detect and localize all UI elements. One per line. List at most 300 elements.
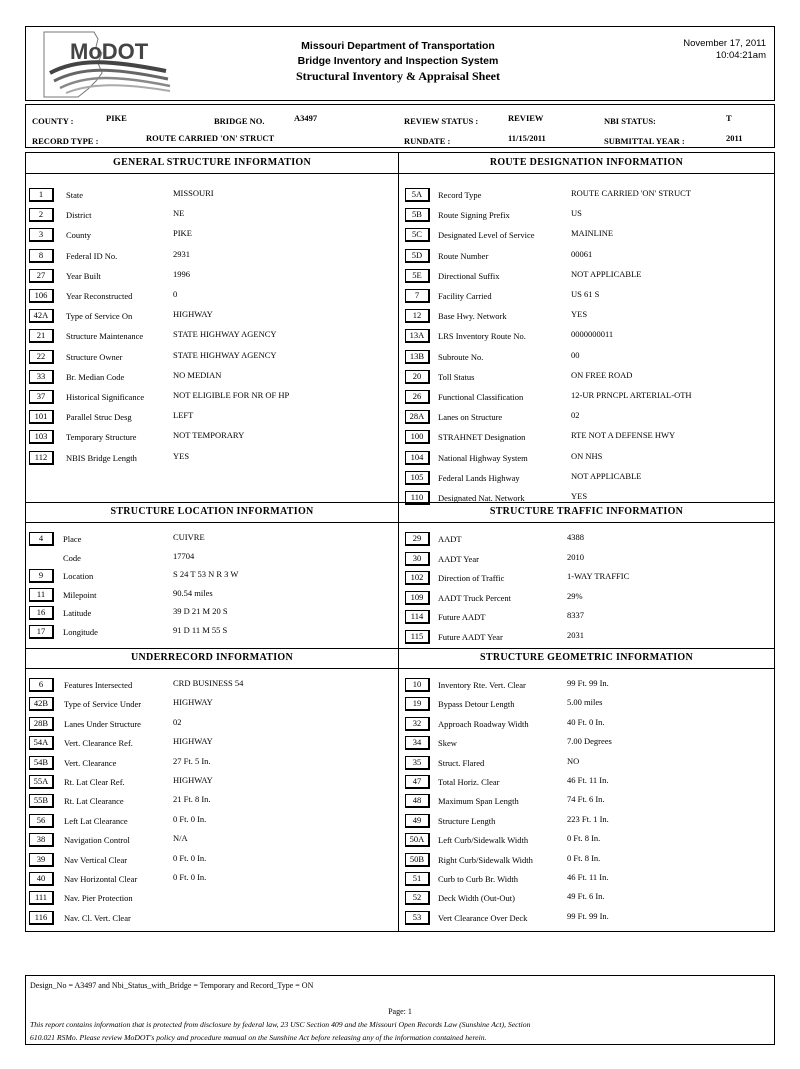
field-row-104 (405, 451, 765, 467)
field-value: 1-WAY TRAFFIC (567, 571, 630, 582)
item-number: 35 (405, 756, 430, 770)
field-row-13a (405, 329, 765, 345)
field-label: Place (63, 534, 82, 544)
field-label: Right Curb/Sidewalk Width (438, 854, 533, 865)
field-label: AADT Truck Percent (438, 592, 512, 603)
field-label: Structure Owner (66, 351, 123, 362)
item-number: 48 (405, 794, 430, 808)
field-label: Toll Status (438, 371, 475, 382)
field-row-2 (29, 208, 389, 224)
field-value: 223 Ft. 1 In. (567, 813, 609, 824)
item-number: 42A (29, 309, 54, 323)
field-value: 90.54 miles (173, 587, 213, 598)
item-number: 50A (405, 833, 430, 847)
item-number: 106 (29, 289, 54, 303)
field-row-4 (29, 532, 389, 548)
field-value: HIGHWAY (173, 309, 213, 320)
item-number: 17 (29, 625, 54, 639)
field-label: Vert. Clearance Ref. (64, 738, 133, 749)
item-number: 42B (29, 697, 54, 711)
field-row-28b (29, 717, 389, 733)
bridge-no-value: A3497 (294, 113, 318, 123)
field-row-11 (29, 588, 389, 604)
item-number: 55A (29, 775, 54, 789)
record-type-value: ROUTE CARRIED 'ON' STRUCT (146, 133, 275, 143)
field-label: Structure Maintenance (66, 331, 144, 342)
modot-logo (36, 29, 176, 99)
report-time: 10:04:21am (715, 50, 766, 61)
field-value: 17704 (173, 550, 195, 561)
field-label: Skew (438, 738, 457, 749)
item-number: 102 (405, 571, 430, 585)
item-number: 47 (405, 775, 430, 789)
field-label: Lanes Under Structure (64, 718, 141, 729)
item-number: 114 (405, 610, 430, 624)
item-number: 104 (405, 451, 430, 465)
field-value: 21 Ft. 8 In. (173, 794, 211, 805)
divider (26, 173, 774, 174)
field-value: HIGHWAY (173, 736, 213, 747)
field-value: 0 Ft. 0 In. (173, 852, 207, 863)
item-number: 10 (405, 678, 430, 692)
record-type-label: RECORD TYPE : (32, 136, 99, 146)
field-label: Federal Lands Highway (438, 472, 520, 483)
field-row-55b (29, 794, 389, 810)
field-value: 49 Ft. 6 In. (567, 891, 605, 902)
disclaimer-line-1: This report contains information that is protected from disclosure by federal law, 23 USC Section 409 and the Missouri Open Records Law (Sunshine Act), Section (30, 1020, 531, 1029)
field-row-34 (405, 736, 765, 752)
field-label: Vert. Clearance (64, 757, 117, 768)
item-number: 6 (29, 678, 54, 692)
field-label: Temporary Structure (66, 432, 137, 443)
field-value: 0 (173, 289, 178, 299)
item-number: 50B (405, 853, 430, 867)
nbi-status-label: NBI STATUS: (604, 116, 656, 126)
field-value: US (571, 208, 582, 219)
field-row-32 (405, 717, 765, 733)
item-number: 12 (405, 309, 430, 323)
item-number: 53 (405, 911, 430, 925)
field-label: Inventory Rte. Vert. Clear (438, 680, 526, 690)
nbi-status-value: T (726, 113, 732, 123)
field-value: CRD BUSINESS 54 (173, 678, 244, 688)
field-row-106 (29, 289, 389, 305)
field-row-3 (29, 228, 389, 244)
item-number: 22 (29, 350, 54, 364)
field-value: MAINLINE (571, 228, 614, 239)
field-label: Struct. Flared (438, 757, 485, 768)
item-number: 33 (29, 370, 54, 384)
field-value: 39 D 21 M 20 S (173, 606, 228, 617)
item-number: 103 (29, 430, 54, 444)
field-row-39 (29, 853, 389, 869)
item-number: 16 (29, 606, 54, 620)
field-value: 5.00 miles (567, 697, 603, 708)
item-number: 56 (29, 814, 54, 828)
field-row-49 (405, 814, 765, 830)
field-value: 02 (571, 410, 580, 421)
field-label: Curb to Curb Br. Width (438, 874, 519, 884)
field-value: 2031 (567, 630, 584, 640)
item-number: 8 (29, 249, 54, 263)
item-number: 5B (405, 208, 430, 222)
field-label: Nav. Pier Protection (64, 893, 133, 904)
field-label: Location (63, 571, 94, 582)
item-number: 20 (405, 370, 430, 384)
field-label: AADT Year (438, 553, 479, 564)
item-number: 38 (29, 833, 54, 847)
structure-info-grid (25, 152, 775, 932)
field-label: Rt. Lat Clearance (64, 796, 124, 807)
field-value: 29% (567, 590, 583, 601)
field-row-54b (29, 756, 389, 772)
field-value: N/A (173, 833, 188, 844)
field-value: YES (571, 491, 588, 501)
field-label: Left Curb/Sidewalk Width (438, 835, 529, 846)
field-row-30 (405, 552, 765, 568)
field-value: ON NHS (571, 450, 603, 461)
item-number: 105 (405, 471, 430, 485)
field-value: 2931 (173, 248, 190, 259)
review-status-label: REVIEW STATUS : (404, 116, 479, 126)
item-number: 34 (405, 736, 430, 750)
field-label: Record Type (438, 190, 482, 200)
item-number: 111 (29, 891, 54, 905)
field-row-8 (29, 249, 389, 265)
field-row-code (29, 551, 389, 567)
field-value: PIKE (173, 228, 192, 239)
field-row-110 (405, 491, 765, 507)
field-label: Direction of Traffic (438, 573, 505, 584)
field-label: STRAHNET Designation (438, 432, 526, 443)
bridge-no-label: BRIDGE NO. (214, 116, 265, 126)
field-value: 8337 (567, 610, 584, 621)
item-number: 39 (29, 853, 54, 867)
field-row-55a (29, 775, 389, 791)
field-value: NOT TEMPORARY (173, 430, 245, 441)
field-value: S 24 T 53 N R 3 W (173, 569, 239, 580)
review-status-value: REVIEW (508, 113, 544, 123)
field-row-54a (29, 736, 389, 752)
field-label: NBIS Bridge Length (66, 452, 137, 463)
field-label: State (66, 190, 83, 200)
item-number: 11 (29, 588, 54, 602)
field-row-56 (29, 814, 389, 830)
field-row-112 (29, 451, 389, 467)
field-label: Nav. Cl. Vert. Clear (64, 912, 131, 923)
item-number: 110 (405, 491, 430, 505)
field-label: Lanes on Structure (438, 412, 503, 423)
item-number: 27 (29, 269, 54, 283)
field-value: NO MEDIAN (173, 369, 222, 380)
field-value: US 61 S (571, 289, 600, 299)
field-label: Deck Width (Out-Out) (438, 893, 515, 904)
field-row-12 (405, 309, 765, 325)
item-number: 28B (29, 717, 54, 731)
field-value: 0 Ft. 0 In. (173, 872, 207, 882)
submittal-year-label: SUBMITTAL YEAR : (604, 136, 685, 146)
item-number: 1 (29, 188, 54, 202)
field-value: NO (567, 755, 580, 766)
report-date: November 17, 2011 (683, 38, 766, 49)
field-value: 0 Ft. 8 In. (567, 852, 601, 863)
field-label: Functional Classification (438, 392, 524, 402)
field-label: Type of Service On (66, 311, 133, 322)
rundate-label: RUNDATE : (404, 136, 451, 146)
field-value: 02 (173, 716, 182, 727)
field-value: YES (571, 309, 588, 320)
field-value: NOT APPLICABLE (571, 268, 642, 279)
field-row-109 (405, 591, 765, 607)
field-row-115 (405, 630, 765, 646)
dept-line-1: Missouri Department of Transportation (301, 40, 495, 52)
divider (26, 668, 774, 669)
field-label: National Highway System (438, 452, 528, 463)
field-label: Approach Roadway Width (438, 718, 529, 729)
field-value: 00061 (571, 248, 593, 259)
item-number: 9 (29, 569, 54, 583)
field-row-5b (405, 208, 765, 224)
field-row-35 (405, 756, 765, 772)
item-number: 101 (29, 410, 54, 424)
item-number: 5E (405, 269, 430, 283)
divider (26, 522, 774, 523)
field-row-40 (29, 872, 389, 888)
field-row-52 (405, 891, 765, 907)
report-footer (25, 975, 775, 1045)
column-divider (398, 153, 399, 931)
item-number: 52 (405, 891, 430, 905)
field-value: 12-UR PRNCPL ARTERIAL-OTH (571, 390, 692, 400)
field-row-20 (405, 370, 765, 386)
field-row-16 (29, 606, 389, 622)
field-label: Year Built (66, 270, 101, 281)
structure-traffic-title: STRUCTURE TRAFFIC INFORMATION (489, 506, 684, 517)
item-number: 100 (405, 430, 430, 444)
field-row-13b (405, 350, 765, 366)
field-value: MISSOURI (173, 188, 214, 198)
field-value: NOT ELIGIBLE FOR NR OF HP (173, 390, 290, 400)
field-row-27 (29, 269, 389, 285)
field-label: Maximum Span Length (438, 796, 519, 807)
field-label: Total Horiz. Clear (438, 777, 500, 787)
field-value: 74 Ft. 6 In. (567, 794, 605, 805)
field-row-50b (405, 853, 765, 869)
item-number: 37 (29, 390, 54, 404)
route-designation-title: ROUTE DESIGNATION INFORMATION (489, 157, 684, 168)
field-label: Designated Level of Service (438, 230, 535, 241)
field-label: Facility Carried (438, 291, 492, 301)
field-row-5d (405, 249, 765, 265)
item-number: 109 (405, 591, 430, 605)
item-number: 5A (405, 188, 430, 202)
field-value: 99 Ft. 99 In. (567, 678, 609, 688)
field-label: Latitude (63, 608, 92, 619)
field-label: AADT (438, 534, 462, 544)
field-row-53 (405, 911, 765, 927)
field-row-33 (29, 370, 389, 386)
field-row-42a (29, 309, 389, 325)
field-label: Route Number (438, 250, 489, 261)
structure-geometric-title: STRUCTURE GEOMETRIC INFORMATION (479, 652, 694, 663)
field-row-100 (405, 430, 765, 446)
field-row-116 (29, 911, 389, 927)
item-number: 4 (29, 532, 54, 546)
field-row-10 (405, 678, 765, 694)
field-value: LEFT (173, 410, 194, 421)
field-value: RTE NOT A DEFENSE HWY (571, 430, 676, 441)
field-value: HIGHWAY (173, 775, 213, 785)
field-value: STATE HIGHWAY AGENCY (173, 349, 277, 360)
field-label: Navigation Control (64, 835, 130, 846)
field-row-6 (29, 678, 389, 694)
field-label: Designated Nat. Network (438, 493, 525, 503)
field-row-28a (405, 410, 765, 426)
item-number: 13B (405, 350, 430, 364)
field-row-101 (29, 410, 389, 426)
field-label: County (66, 230, 92, 241)
underrecord-title: UNDERRECORD INFORMATION (131, 652, 293, 663)
item-number: 2 (29, 208, 54, 222)
field-value: 7.00 Degrees (567, 736, 612, 747)
field-value: 00 (571, 349, 580, 360)
item-number: 40 (29, 872, 54, 886)
county-label: COUNTY : (32, 116, 74, 126)
field-row-38 (29, 833, 389, 849)
field-label: Features Intersected (64, 680, 133, 690)
submittal-year-value: 2011 (726, 133, 743, 143)
page-number: Page: 1 (388, 1007, 412, 1016)
field-label: Type of Service Under (64, 699, 142, 710)
field-value: 2010 (567, 551, 584, 562)
item-number: 30 (405, 552, 430, 566)
field-row-1 (29, 188, 389, 204)
field-value: 27 Ft. 5 In. (173, 755, 211, 766)
field-row-7 (405, 289, 765, 305)
field-value: 0 Ft. 8 In. (567, 833, 601, 844)
field-row-48 (405, 794, 765, 810)
county-value: PIKE (106, 113, 127, 123)
item-number: 29 (405, 532, 430, 546)
item-number: 54B (29, 756, 54, 770)
item-number: 115 (405, 630, 430, 644)
rundate-value: 11/15/2011 (508, 133, 546, 143)
field-value: 4388 (567, 532, 584, 542)
query-text: Design_No = A3497 and Nbi_Status_with_Bridge = Temporary and Record_Type = ON (30, 981, 314, 990)
field-label: Milepoint (63, 589, 97, 600)
field-value: 91 D 11 M 55 S (173, 625, 228, 635)
field-label: Directional Suffix (438, 270, 500, 281)
field-label: Longitude (63, 627, 98, 637)
field-label: Rt. Lat Clear Ref. (64, 777, 125, 787)
field-row-22 (29, 350, 389, 366)
field-label: Parallel Struc Desg (66, 412, 132, 423)
item-number: 112 (29, 451, 54, 465)
field-row-19 (405, 697, 765, 713)
field-row-29 (405, 532, 765, 548)
item-number: 28A (405, 410, 430, 424)
field-row-50a (405, 833, 765, 849)
field-label: Structure Length (438, 815, 496, 826)
field-label: District (66, 210, 92, 221)
structure-location-title: STRUCTURE LOCATION INFORMATION (110, 506, 314, 517)
field-row-51 (405, 872, 765, 888)
item-number: 55B (29, 794, 54, 808)
field-row-9 (29, 569, 389, 585)
item-number: 5D (405, 249, 430, 263)
field-value: 99 Ft. 99 In. (567, 910, 609, 921)
field-value: CUIVRE (173, 532, 205, 542)
general-structure-title: GENERAL STRUCTURE INFORMATION (113, 157, 311, 168)
report-timestamp (683, 38, 766, 62)
field-row-114 (405, 610, 765, 626)
field-row-103 (29, 430, 389, 446)
item-number: 7 (405, 289, 430, 303)
field-value: 1996 (173, 268, 190, 279)
item-number: 54A (29, 736, 54, 750)
report-header (25, 26, 775, 101)
field-label: Historical Significance (66, 392, 145, 402)
field-value: ON FREE ROAD (571, 369, 633, 380)
field-label: Base Hwy. Network (438, 311, 507, 322)
item-number: 21 (29, 329, 54, 343)
field-label: Br. Median Code (66, 371, 125, 382)
sheet-title: Structural Inventory & Appraisal Sheet (296, 69, 500, 83)
field-row-111 (29, 891, 389, 907)
item-number: 51 (405, 872, 430, 886)
field-label: Year Reconstructed (66, 291, 133, 301)
field-label: Route Signing Prefix (438, 210, 510, 221)
field-label: Federal ID No. (66, 250, 118, 261)
item-number: 13A (405, 329, 430, 343)
field-label: Nav Horizontal Clear (64, 874, 138, 884)
field-value: YES (173, 450, 190, 461)
field-row-5a (405, 188, 765, 204)
disclaimer-line-2: 610.021 RSMo. Please review MoDOT's policy and procedure manual on the Sunshine Act before releasing any of the information contained herein. (30, 1033, 487, 1042)
field-row-5c (405, 228, 765, 244)
item-number: 5C (405, 228, 430, 242)
item-number: 3 (29, 228, 54, 242)
field-label: Future AADT Year (438, 632, 503, 642)
field-row-17 (29, 625, 389, 641)
field-value: 0000000011 (571, 329, 614, 340)
field-value: 46 Ft. 11 In. (567, 872, 609, 882)
field-label: LRS Inventory Route No. (438, 331, 526, 342)
field-value: NE (173, 208, 185, 219)
item-number: 26 (405, 390, 430, 404)
item-number: 19 (405, 697, 430, 711)
field-label: Future AADT (438, 612, 486, 623)
field-row-21 (29, 329, 389, 345)
field-label: Nav Vertical Clear (64, 854, 128, 865)
field-row-105 (405, 471, 765, 487)
field-label: Subroute No. (438, 351, 484, 362)
department-title (276, 39, 520, 84)
field-row-26 (405, 390, 765, 406)
field-value: STATE HIGHWAY AGENCY (173, 329, 277, 340)
item-number: 116 (29, 911, 54, 925)
field-value: 46 Ft. 11 In. (567, 775, 609, 785)
divider (26, 648, 774, 649)
field-value: HIGHWAY (173, 697, 213, 708)
field-row-47 (405, 775, 765, 791)
field-value: ROUTE CARRIED 'ON' STRUCT (571, 188, 691, 198)
svg-text:MoDOT: MoDOT (70, 39, 149, 64)
field-row-37 (29, 390, 389, 406)
field-value: 40 Ft. 0 In. (567, 716, 605, 727)
dept-line-2: Bridge Inventory and Inspection System (297, 55, 499, 67)
item-number: 49 (405, 814, 430, 828)
